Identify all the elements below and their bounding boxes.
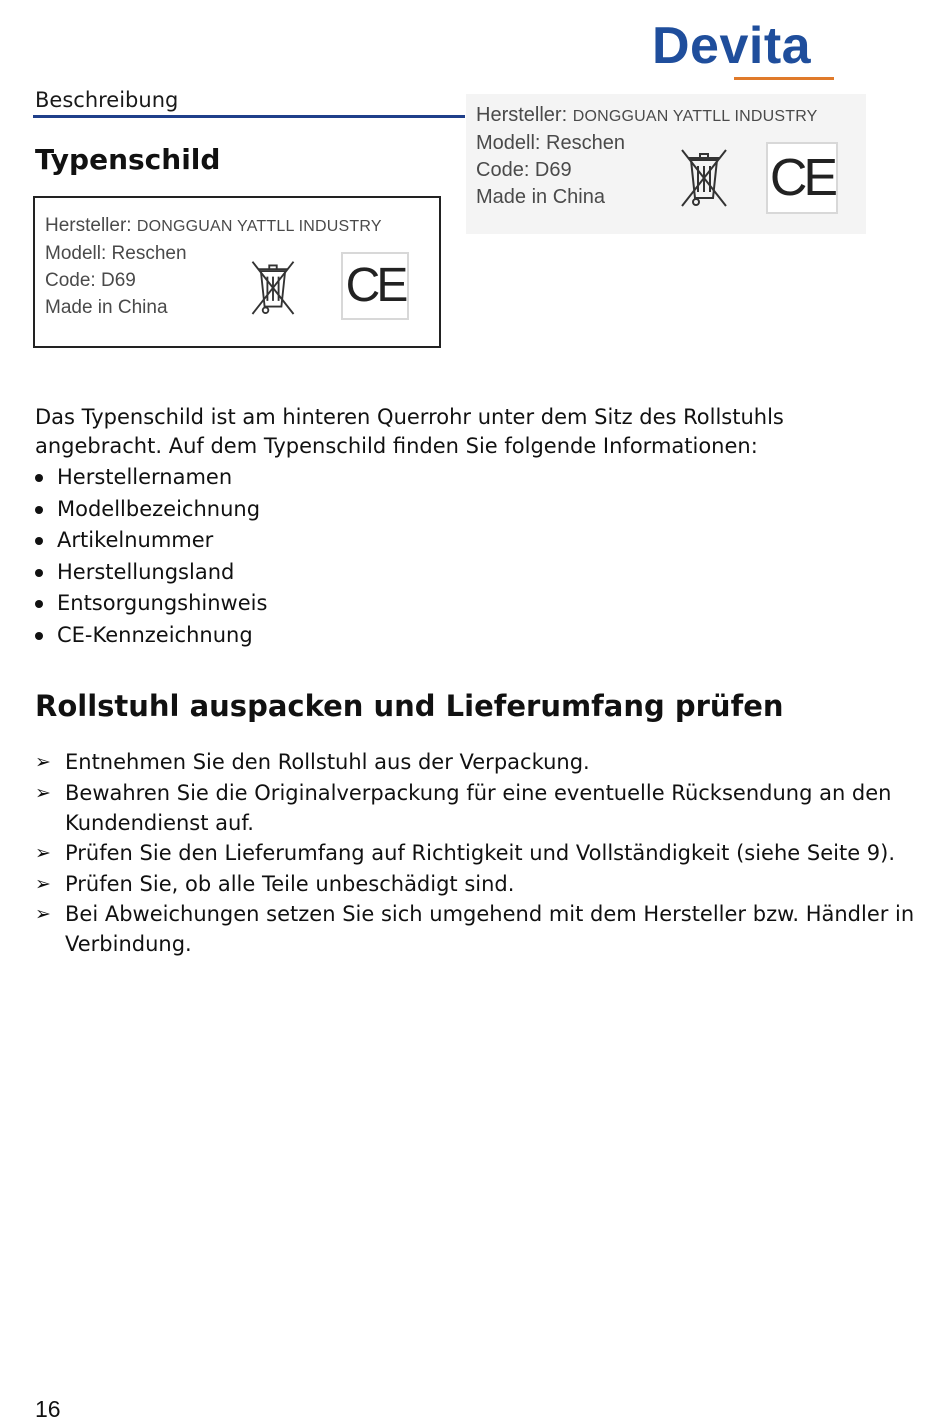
plate-manufacturer-label: Hersteller: xyxy=(45,215,132,236)
plate-model: Modell: Reschen xyxy=(45,243,187,264)
bullet-icon xyxy=(35,569,43,577)
section-title-typenschild: Typenschild xyxy=(35,143,221,176)
list-item xyxy=(35,620,267,652)
bullet-icon xyxy=(35,506,43,514)
list-item xyxy=(35,557,267,589)
list-item-text: CE-Kennzeichnung xyxy=(57,622,253,647)
list-item-text: Modellbezeichnung xyxy=(57,496,261,521)
plate-origin: Made in China xyxy=(45,297,168,318)
type-plate-text xyxy=(45,212,382,321)
plate-manufacturer-label: Hersteller: xyxy=(476,104,568,126)
list-item-text: Artikelnummer xyxy=(57,528,214,552)
brand-logo xyxy=(652,17,842,84)
step-text: Prüfen Sie den Lieferumfang auf Richtigkeit und Vollständigkeit (siehe Seite 9). xyxy=(65,841,896,865)
step-item xyxy=(35,778,915,838)
plate-manufacturer-value: DONGGUAN YATTLL INDUSTRY xyxy=(572,108,818,125)
arrow-bullet-icon: ➢ xyxy=(35,842,51,864)
arrow-bullet-icon: ➢ xyxy=(35,781,51,804)
plate-manufacturer-line xyxy=(45,212,382,240)
plate-manufacturer-value: DONGGUAN YATTLL INDUSTRY xyxy=(136,218,382,235)
arrow-bullet-icon: ➢ xyxy=(35,751,51,773)
page-number: 16 xyxy=(35,1396,61,1422)
list-item xyxy=(35,588,267,620)
step-text: Bei Abweichungen setzen Sie sich umgehend mit dem Hersteller bzw. Händler in Verbindung. xyxy=(65,902,915,956)
list-item xyxy=(35,462,267,494)
brand-logo-underline xyxy=(734,77,834,80)
section-label: Beschreibung xyxy=(35,88,179,112)
list-item-text: Entsorgungshinweis xyxy=(57,591,268,615)
list-item-text: Herstellungsland xyxy=(57,559,235,584)
unpack-steps-list xyxy=(35,747,915,960)
list-item xyxy=(35,494,267,526)
bullet-icon xyxy=(35,537,43,545)
type-plate-intro: Das Typenschild ist am hinteren Querrohr unter dem Sitz des Rollstuhls angebracht. Auf dem Typenschild finden Sie folgende Informationen: xyxy=(35,405,784,458)
step-text: Prüfen Sie, ob alle Teile unbeschädigt sind. xyxy=(65,871,515,896)
step-item xyxy=(35,747,915,777)
type-plate-info-list xyxy=(35,462,267,651)
plate-manufacturer-line xyxy=(476,102,818,130)
type-plate-image xyxy=(33,196,441,348)
bullet-icon xyxy=(35,632,43,640)
ce-mark-icon xyxy=(766,142,838,214)
step-text: Entnehmen Sie den Rollstuhl aus der Verpackung. xyxy=(65,750,590,774)
step-item xyxy=(35,899,915,959)
ce-mark-text: CE xyxy=(769,149,835,207)
header-rule xyxy=(33,115,465,118)
step-item xyxy=(35,838,915,868)
arrow-bullet-icon: ➢ xyxy=(35,903,51,925)
list-item-text: Herstellernamen xyxy=(57,465,233,489)
crossed-out-wheelie-bin-icon xyxy=(245,254,301,318)
brand-logo-text: Devita xyxy=(652,17,812,75)
ce-mark-text: CE xyxy=(345,259,405,312)
step-text: Bewahren Sie die Originalverpackung für eine eventuelle Rücksendung an den Kundendienst auf. xyxy=(65,780,892,835)
list-item xyxy=(35,525,267,557)
plate-origin: Made in China xyxy=(476,186,605,208)
bullet-icon xyxy=(35,600,43,608)
ce-mark-icon xyxy=(341,252,409,320)
type-plate-image-header xyxy=(466,94,866,234)
arrow-bullet-icon: ➢ xyxy=(35,872,51,895)
section-title-auspacken: Rollstuhl auspacken und Lieferumfang prüfen xyxy=(35,689,784,723)
bullet-icon xyxy=(35,474,43,482)
plate-model: Modell: Reschen xyxy=(476,132,625,154)
plate-code: Code: D69 xyxy=(45,270,136,291)
plate-code: Code: D69 xyxy=(476,159,572,181)
crossed-out-wheelie-bin-icon xyxy=(674,142,734,210)
step-item xyxy=(35,869,915,899)
